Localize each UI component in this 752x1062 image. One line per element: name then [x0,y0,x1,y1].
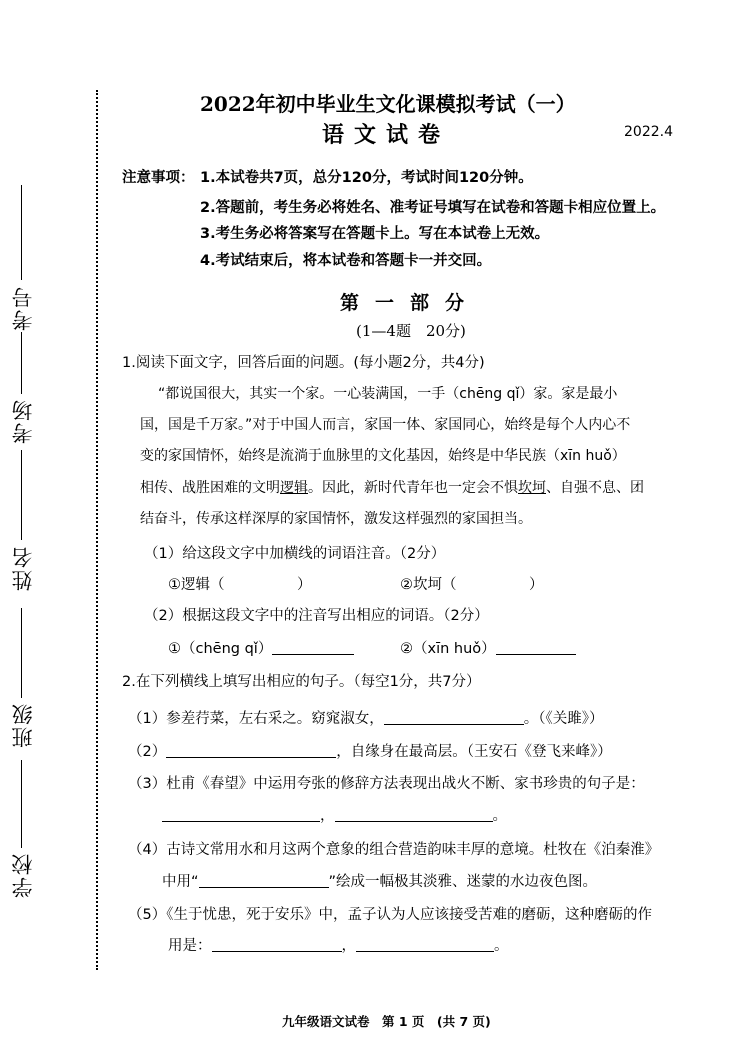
q2-s1-pre: （1）参差荇菜，左右采之。窈窕淑女， [128,711,384,727]
part-title: 第一部分 [340,292,481,314]
q2-s2-pre: （2） [128,744,167,760]
q2-s4: （4）古诗文常用水和月这两个意象的组合营造韵味丰厚的意境。杜牧在《泊秦淮》 [128,842,660,858]
q1-stem: 1.阅读下面文字，回答后面的问题。(每小题2分，共4分) [122,355,485,371]
q2-s5b-comma: ， [341,938,356,954]
q2-s1 [128,707,603,728]
q2-s5b-end: 。 [494,938,509,954]
q2-s2-blank[interactable] [166,743,336,758]
q1-sub1: （1）给这段文字中加横线的词语注音。（2分） [144,546,446,562]
q2-s3-blanks [162,804,507,825]
q1-sub2-a [168,637,354,658]
q2-s5-blank-2[interactable] [356,937,494,952]
q2-s3-blank-2[interactable] [335,807,493,822]
q2-s2 [128,740,612,761]
q1-line4-mid: 。因此，新时代青年也一定会不惧 [308,480,518,496]
q2-s4-blank[interactable] [199,873,329,888]
side-blank-kaohao [21,185,22,280]
q1-line4-pre: 相传、战胜困难的文明 [140,480,280,496]
exam-date: 2022.4 [624,124,673,140]
q1-word-kanke: 坎坷 [518,480,546,496]
q2-s3-blank-1[interactable] [162,807,320,822]
q1-sub2: （2）根据这段文字中的注音写出相应的词语。（2分） [144,608,489,624]
side-label-xuexiao: 学校 [11,852,35,898]
q1-sub2-b-blank[interactable] [496,640,576,655]
q1-line4-post: 、自强不息、团 [546,480,644,496]
q1-passage-line-4 [140,477,644,497]
q1-passage-line-3: 变的家国情怀，始终是流淌于血脉里的文化基因，始终是中华民族（xīn huǒ） [140,448,626,464]
q2-s1-blank[interactable] [384,710,524,725]
notice-item-1: 1.本试卷共7页，总分120分，考试时间120分钟。 [200,170,533,186]
q1-passage-line-2: 国，国是千万家。”对于中国人而言，家国一体、家国同心，始终是每个人内心不 [140,417,631,433]
q1-sub2-b-label: ②（xīn huǒ） [400,641,496,657]
notice-item-3: 3.考生务必将答案写在答题卡上。写在本试卷上无效。 [200,226,550,242]
q2-s4b [162,870,597,891]
part-subtitle: (1—4题 20分) [356,322,466,340]
side-label-xingming: 姓名 [11,545,35,591]
q2-s1-post: 。（《关雎》） [523,711,604,727]
q2-s5: （5）《生于忧患，死于安乐》中，孟子认为人应该接受苦难的磨砺，这种磨砺的作 [128,907,652,923]
side-blank-xingming [21,450,22,540]
notice-item-2: 2.答题前，考生务必将姓名、准考证号填写在试卷和答题卡相应位置上。 [200,200,666,216]
notice-label: 注意事项： [122,170,195,186]
q1-passage-line-5: 结奋斗，传承这样深厚的家国情怀，激发这样强烈的家国担当。 [140,511,532,527]
q1-sub1-a: ①逻辑（ ） [168,577,312,593]
q2-s3-end: 。 [492,808,507,824]
q2-s4b-pre: 中用“ [162,874,199,890]
binding-dotted-line [96,90,98,970]
q2-s4b-post: ”绘成一幅极其淡雅、迷蒙的水边夜色图。 [328,874,598,890]
side-label-kaochang: 考场 [11,398,35,444]
q2-s2-post: ，自缘身在最高层。（王安石《登飞来峰》） [336,744,612,760]
exam-title: 2022年初中毕业生文化课模拟考试（一） [200,92,576,116]
q1-sub2-b [400,637,576,658]
q1-sub1-b: ②坎坷（ ） [400,577,544,593]
side-blank-banji [21,608,22,698]
side-label-kaohao: 考号 [11,285,35,331]
q2-s5-blank-1[interactable] [212,937,342,952]
q2-stem: 2.在下列横线上填写出相应的句子。（每空1分，共7分） [122,674,481,690]
q2-s3: （3）杜甫《春望》中运用夸张的修辞方法表现出战火不断、家书珍贵的句子是： [128,776,645,792]
q1-sub2-a-blank[interactable] [272,640,354,655]
q2-s5b-pre: 用是： [168,938,212,954]
q2-s3-comma: ， [320,808,335,824]
side-label-banji: 班级 [11,702,35,748]
q1-sub2-a-label: ①（chēng qǐ） [168,641,273,657]
side-blank-xuexiao [21,760,22,848]
side-blank-kaochang [21,332,22,394]
q1-passage-line-1: “都说国很大，其实一个家。一心装满国，一手（chēng qǐ）家。家是最小 [158,386,618,402]
notice-item-4: 4.考试结束后，将本试卷和答题卡一并交回。 [200,253,492,269]
exam-subtitle: 语文试卷 [322,122,451,148]
q2-s5b [168,934,509,955]
page-footer: 九年级语文试卷 第 1 页 (共 7 页) [282,1014,491,1029]
q1-word-luoji: 逻辑 [280,480,308,496]
